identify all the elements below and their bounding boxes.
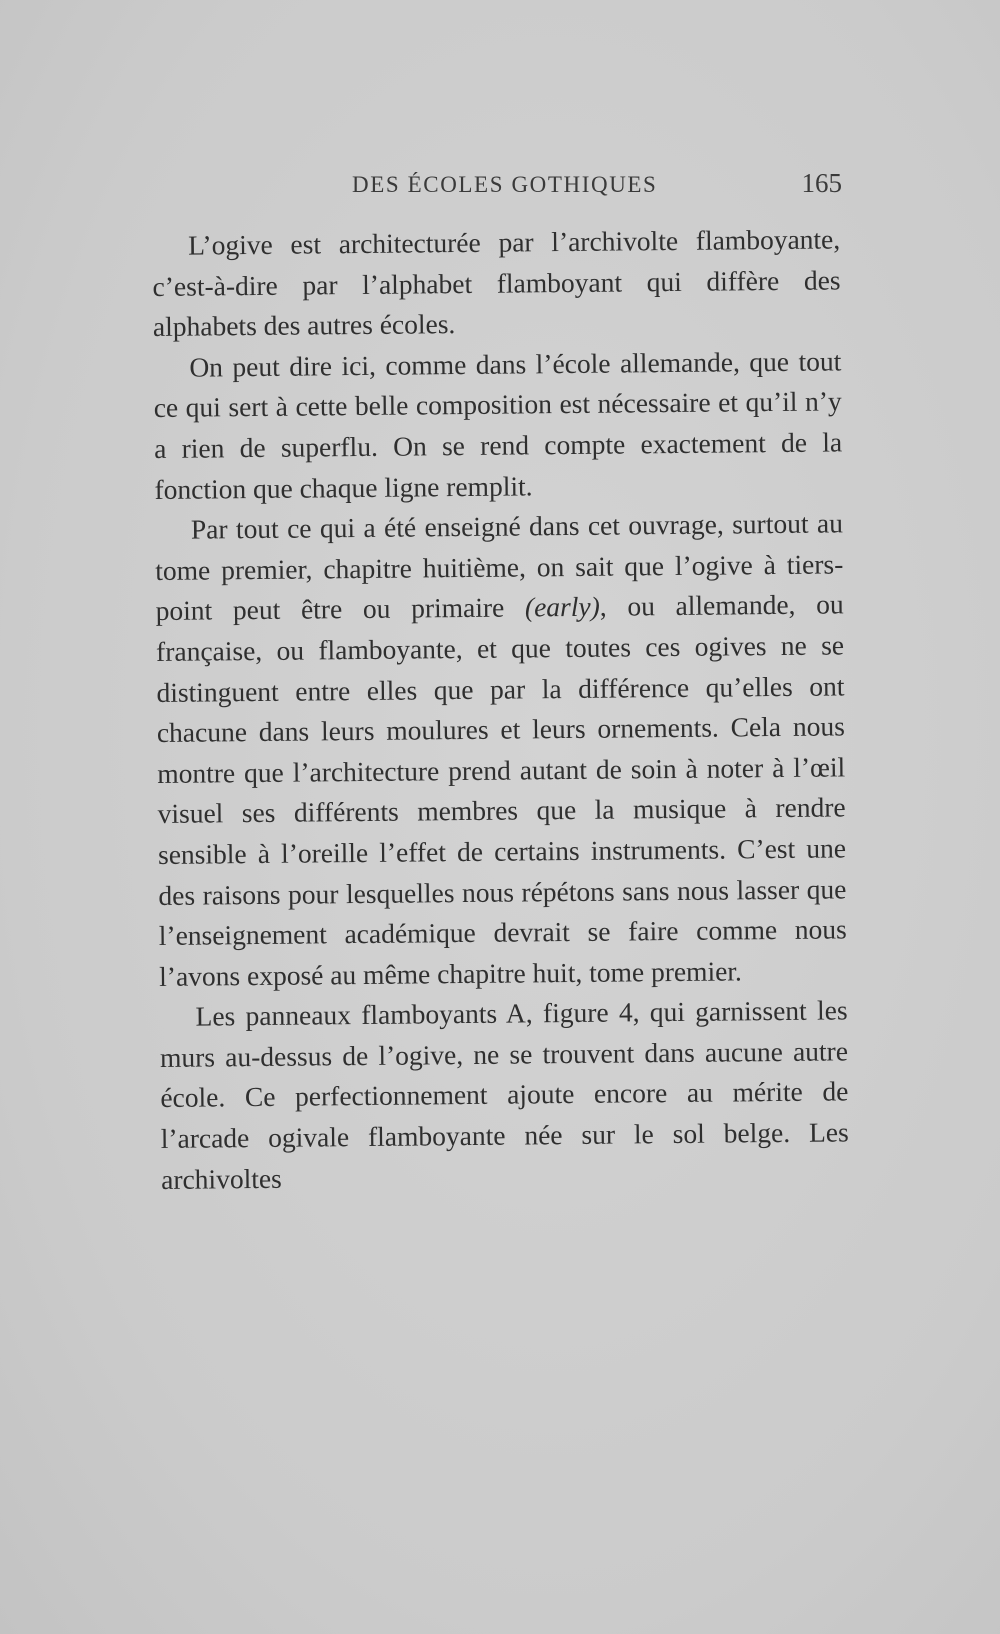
paragraph: Les panneaux flamboyants A, figure 4, qui garnissent les murs au-dessus de l’ogive, ne se trouvent dans aucune autre école. Ce perfectionnement ajoute encore au mérite de l’arcade ogivale flamboyante née sur le sol belge. Les archivoltes <box>159 994 849 1195</box>
paragraph: L’ogive est architecturée par l’archivolte flamboyante, c’est-à-dire par l’alphabet flamboyant qui diffère des alphabets des autres écoles. <box>152 223 841 343</box>
running-title: DES ÉCOLES GOTHIQUES <box>352 172 658 197</box>
running-head <box>352 168 842 208</box>
italic-term: (early) <box>524 591 600 623</box>
paragraph <box>155 504 848 998</box>
paragraph: On peut dire ici, comme dans l’école allemande, que tout ce qui sert à cette belle composition est nécessaire et qu’il n’y a rien de superflu. On se rend compte exactement de la fonction que chaque ligne remplit. <box>153 345 843 505</box>
paragraph-text: Par tout ce qui a été enseigné dans cet ouvrage, surtout au tome premier, chapitre huitième, on sait que l’ogive à tiers-point peut être ou primaire <box>155 507 844 627</box>
page-number: 165 <box>801 168 842 198</box>
body-text <box>152 219 849 1200</box>
paragraph-text: , ou allemande, ou française, ou flamboyante, et que toutes ces ogives ne se distinguent entre elles que par la différence qu’elles ont chacune dans leurs moulures et leurs ornements. Cela nous montre que l’architecture prend autant de soin à noter à l’œil visuel ses différents membres que la musique à rendre sensible à l’oreille l’effet de certains instruments. C’est une des raisons pour lesquelles nous répétons sans nous lasser que l’enseignement académique devrait se faire comme nous l’avons exposé au même chapitre huit, tome premier. <box>155 588 847 992</box>
